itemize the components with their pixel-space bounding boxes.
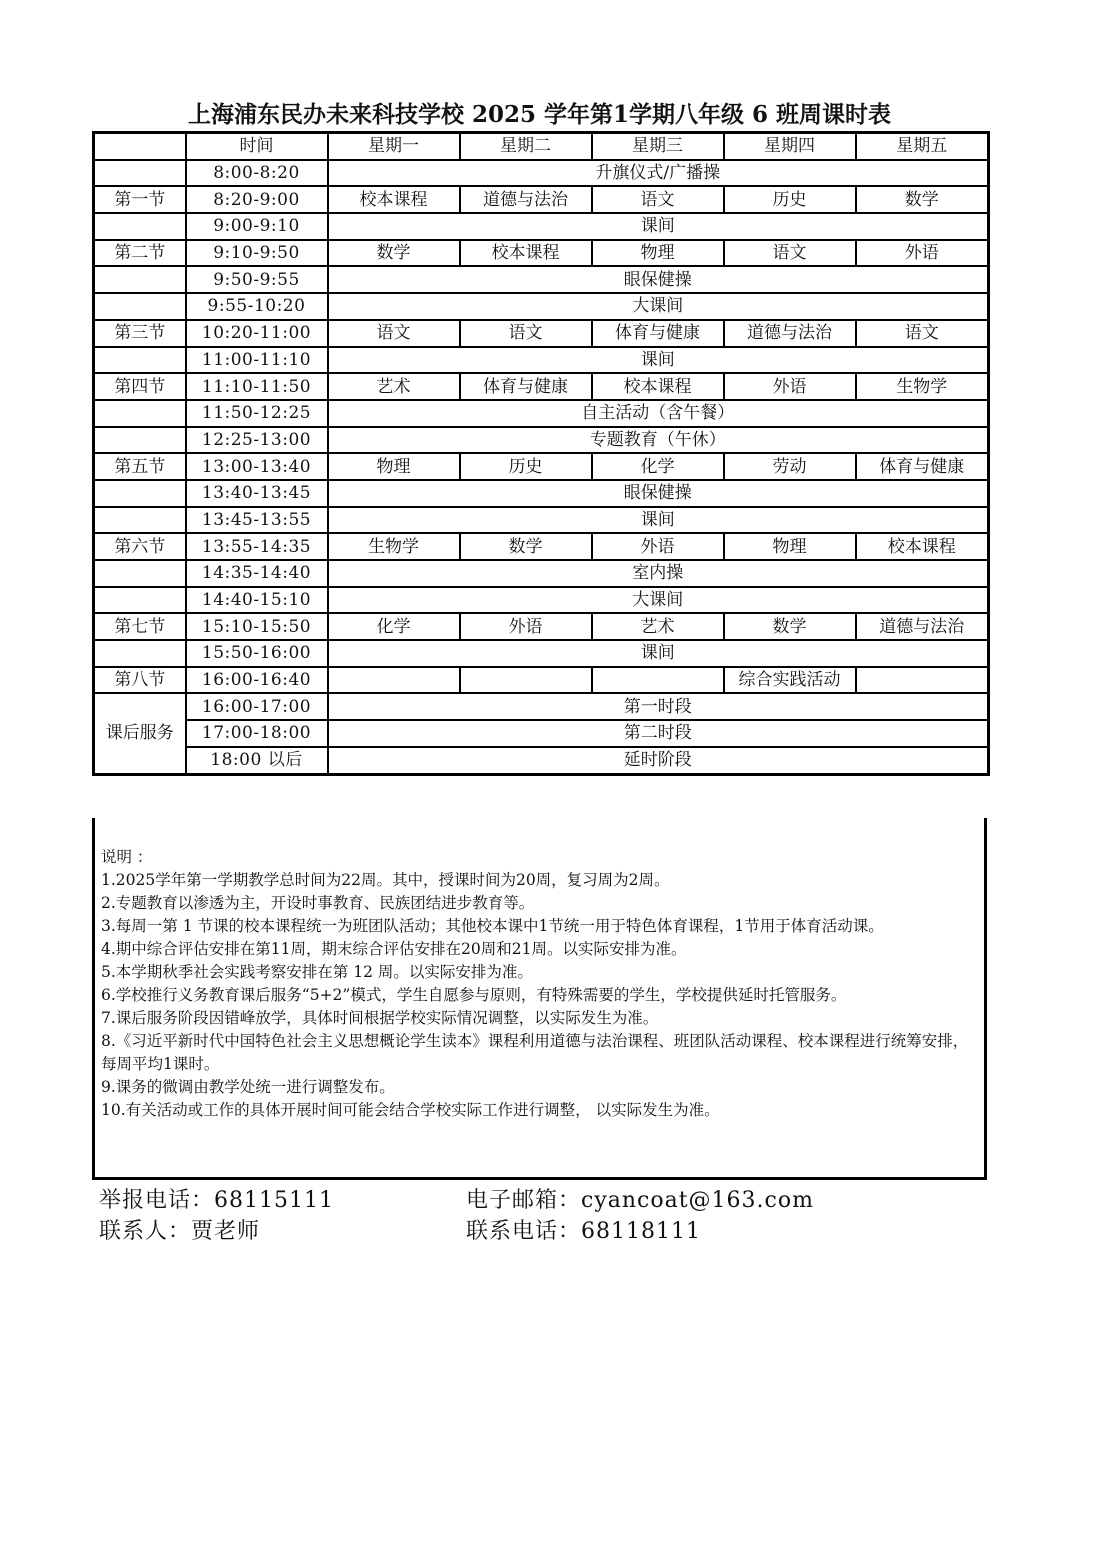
subject-cell [460, 667, 592, 694]
timetable-row [94, 640, 989, 667]
time-cell: 16:00-17:00 [186, 693, 328, 720]
notes-section [92, 818, 987, 1180]
subject-cell: 物理 [328, 453, 460, 480]
email: 电子邮箱：cyancoat@163.com [466, 1188, 814, 1213]
time-cell: 13:45-13:55 [186, 507, 328, 534]
activity-span-cell: 课间 [328, 213, 989, 240]
time-cell: 13:40-13:45 [186, 480, 328, 507]
activity-span-cell: 课间 [328, 347, 989, 374]
header-day-cell: 星期一 [328, 133, 460, 160]
note-item: 8.《习近平新时代中国特色社会主义思想概论学生读本》课程利用道德与法治课程、班团队活动课程、校本课程进行统筹安排，每周平均1课时。 [101, 1032, 969, 1073]
timetable-row [94, 266, 989, 293]
activity-span-cell: 课间 [328, 640, 989, 667]
subject-cell: 历史 [460, 453, 592, 480]
period-label-cell: 第六节 [94, 533, 186, 560]
header-time-cell: 时间 [186, 133, 328, 160]
report-phone: 举报电话：68115111 [99, 1188, 334, 1213]
subject-cell [592, 667, 724, 694]
activity-span-cell: 室内操 [328, 560, 989, 587]
note-item: 7.课后服务阶段因错峰放学，具体时间根据学校实际情况调整，以实际发生为准。 [101, 1009, 659, 1027]
timetable-row [94, 613, 989, 640]
period-label-cell: 第一节 [94, 186, 186, 213]
after-school-row [94, 747, 989, 774]
period-label-cell [94, 560, 186, 587]
time-cell: 11:50-12:25 [186, 400, 328, 427]
subject-cell: 语文 [724, 240, 856, 267]
timetable-row [94, 533, 989, 560]
period-label-cell [94, 160, 186, 187]
header-day-cell: 星期三 [592, 133, 724, 160]
subject-cell: 体育与健康 [592, 320, 724, 347]
note-item: 9.课务的微调由教学处统一进行调整发布。 [101, 1078, 395, 1096]
time-cell: 12:25-13:00 [186, 427, 328, 454]
time-cell: 14:35-14:40 [186, 560, 328, 587]
subject-cell: 语文 [856, 320, 989, 347]
subject-cell: 外语 [460, 613, 592, 640]
subject-cell: 校本课程 [592, 373, 724, 400]
subject-cell: 语文 [460, 320, 592, 347]
note-item: 10.有关活动或工作的具体开展时间可能会结合学校实际工作进行调整， 以实际发生为准。 [101, 1101, 720, 1119]
time-cell: 15:50-16:00 [186, 640, 328, 667]
subject-cell: 化学 [328, 613, 460, 640]
activity-span-cell: 眼保健操 [328, 266, 989, 293]
subject-cell: 数学 [328, 240, 460, 267]
timetable-row [94, 480, 989, 507]
subject-cell: 体育与健康 [460, 373, 592, 400]
header-period-cell [94, 133, 186, 160]
timetable [92, 131, 990, 776]
activity-span-cell: 自主活动（含午餐） [328, 400, 989, 427]
subject-cell: 校本课程 [460, 240, 592, 267]
subject-cell: 道德与法治 [724, 320, 856, 347]
timetable-row [94, 160, 989, 187]
timetable-row [94, 320, 989, 347]
subject-cell: 语文 [592, 186, 724, 213]
timetable-row [94, 453, 989, 480]
subject-cell [328, 667, 460, 694]
notes-text [101, 846, 978, 1122]
subject-cell: 外语 [724, 373, 856, 400]
time-cell: 10:20-11:00 [186, 320, 328, 347]
time-cell: 18:00 以后 [186, 747, 328, 774]
note-item: 1.2025学年第一学期教学总时间为22周。其中，授课时间为20周，复习周为2周。 [101, 871, 670, 889]
contact-phone: 联系电话：68118111 [466, 1219, 701, 1244]
period-label-cell [94, 507, 186, 534]
time-cell: 14:40-15:10 [186, 587, 328, 614]
subject-cell: 语文 [328, 320, 460, 347]
activity-span-cell: 专题教育（午休） [328, 427, 989, 454]
subject-cell [856, 667, 989, 694]
timetable-row [94, 240, 989, 267]
period-label-cell [94, 480, 186, 507]
period-label-cell [94, 587, 186, 614]
timetable-row [94, 400, 989, 427]
timetable-row [94, 507, 989, 534]
activity-span-cell: 课间 [328, 507, 989, 534]
subject-cell: 化学 [592, 453, 724, 480]
period-label-cell [94, 266, 186, 293]
contact-person: 联系人：贾老师 [99, 1219, 261, 1244]
activity-span-cell: 升旗仪式/广播操 [328, 160, 989, 187]
time-cell: 13:00-13:40 [186, 453, 328, 480]
timetable-row [94, 427, 989, 454]
timetable-row [94, 667, 989, 694]
timetable-row [94, 186, 989, 213]
period-label-cell [94, 427, 186, 454]
subject-cell: 综合实践活动 [724, 667, 856, 694]
subject-cell: 校本课程 [328, 186, 460, 213]
time-cell: 9:50-9:55 [186, 266, 328, 293]
subject-cell: 外语 [592, 533, 724, 560]
subject-cell: 生物学 [328, 533, 460, 560]
time-cell: 8:00-8:20 [186, 160, 328, 187]
activity-span-cell: 第一时段 [328, 693, 989, 720]
note-item: 3.每周一第 1 节课的校本课程统一为班团队活动；其他校本课中1节统一用于特色体育课程，1节用于体育活动课。 [101, 917, 884, 935]
subject-cell: 生物学 [856, 373, 989, 400]
subject-cell: 体育与健康 [856, 453, 989, 480]
subject-cell: 校本课程 [856, 533, 989, 560]
subject-cell: 艺术 [592, 613, 724, 640]
subject-cell: 外语 [856, 240, 989, 267]
time-cell: 9:10-9:50 [186, 240, 328, 267]
period-label-cell: 第四节 [94, 373, 186, 400]
note-item: 6.学校推行义务教育课后服务“5+2”模式，学生自愿参与原则，有特殊需要的学生，学校提供延时托管服务。 [101, 986, 847, 1004]
subject-cell: 数学 [724, 613, 856, 640]
time-cell: 15:10-15:50 [186, 613, 328, 640]
note-item: 4.期中综合评估安排在第11周，期末综合评估安排在20周和21周。以实际安排为准。 [101, 940, 687, 958]
period-label-cell: 第五节 [94, 453, 186, 480]
subject-cell: 艺术 [328, 373, 460, 400]
subject-cell: 物理 [724, 533, 856, 560]
notes-heading: 说明 ： [101, 848, 153, 866]
after-school-row [94, 693, 989, 720]
time-cell: 13:55-14:35 [186, 533, 328, 560]
time-cell: 16:00-16:40 [186, 667, 328, 694]
subject-cell: 历史 [724, 186, 856, 213]
period-label-cell: 第二节 [94, 240, 186, 267]
time-cell: 11:10-11:50 [186, 373, 328, 400]
timetable-row [94, 560, 989, 587]
subject-cell: 数学 [460, 533, 592, 560]
time-cell: 8:20-9:00 [186, 186, 328, 213]
timetable-row [94, 587, 989, 614]
time-cell: 9:00-9:10 [186, 213, 328, 240]
timetable-row [94, 293, 989, 320]
header-day-cell: 星期四 [724, 133, 856, 160]
time-cell: 9:55-10:20 [186, 293, 328, 320]
subject-cell: 物理 [592, 240, 724, 267]
period-label-cell [94, 640, 186, 667]
timetable-row [94, 347, 989, 374]
activity-span-cell: 大课间 [328, 587, 989, 614]
period-label-cell: 第七节 [94, 613, 186, 640]
timetable-row [94, 373, 989, 400]
after-school-label-cell: 课后服务 [94, 693, 186, 774]
note-item: 2.专题教育以渗透为主，开设时事教育、民族团结进步教育等。 [101, 894, 535, 912]
subject-cell: 数学 [856, 186, 989, 213]
header-row [94, 133, 989, 160]
period-label-cell: 第八节 [94, 667, 186, 694]
after-school-row [94, 720, 989, 747]
subject-cell: 劳动 [724, 453, 856, 480]
activity-span-cell: 延时阶段 [328, 747, 989, 774]
time-cell: 11:00-11:10 [186, 347, 328, 374]
timetable-row [94, 213, 989, 240]
period-label-cell [94, 400, 186, 427]
page-title: 上海浦东民办未来科技学校 2025 学年第1学期八年级 6 班周课时表 [187, 101, 892, 128]
header-day-cell: 星期五 [856, 133, 989, 160]
subject-cell: 道德与法治 [460, 186, 592, 213]
header-day-cell: 星期二 [460, 133, 592, 160]
period-label-cell [94, 293, 186, 320]
period-label-cell [94, 213, 186, 240]
period-label-cell: 第三节 [94, 320, 186, 347]
activity-span-cell: 第二时段 [328, 720, 989, 747]
time-cell: 17:00-18:00 [186, 720, 328, 747]
subject-cell: 道德与法治 [856, 613, 989, 640]
activity-span-cell: 大课间 [328, 293, 989, 320]
period-label-cell [94, 347, 186, 374]
activity-span-cell: 眼保健操 [328, 480, 989, 507]
note-item: 5.本学期秋季社会实践考察安排在第 12 周。以实际安排为准。 [101, 963, 533, 981]
